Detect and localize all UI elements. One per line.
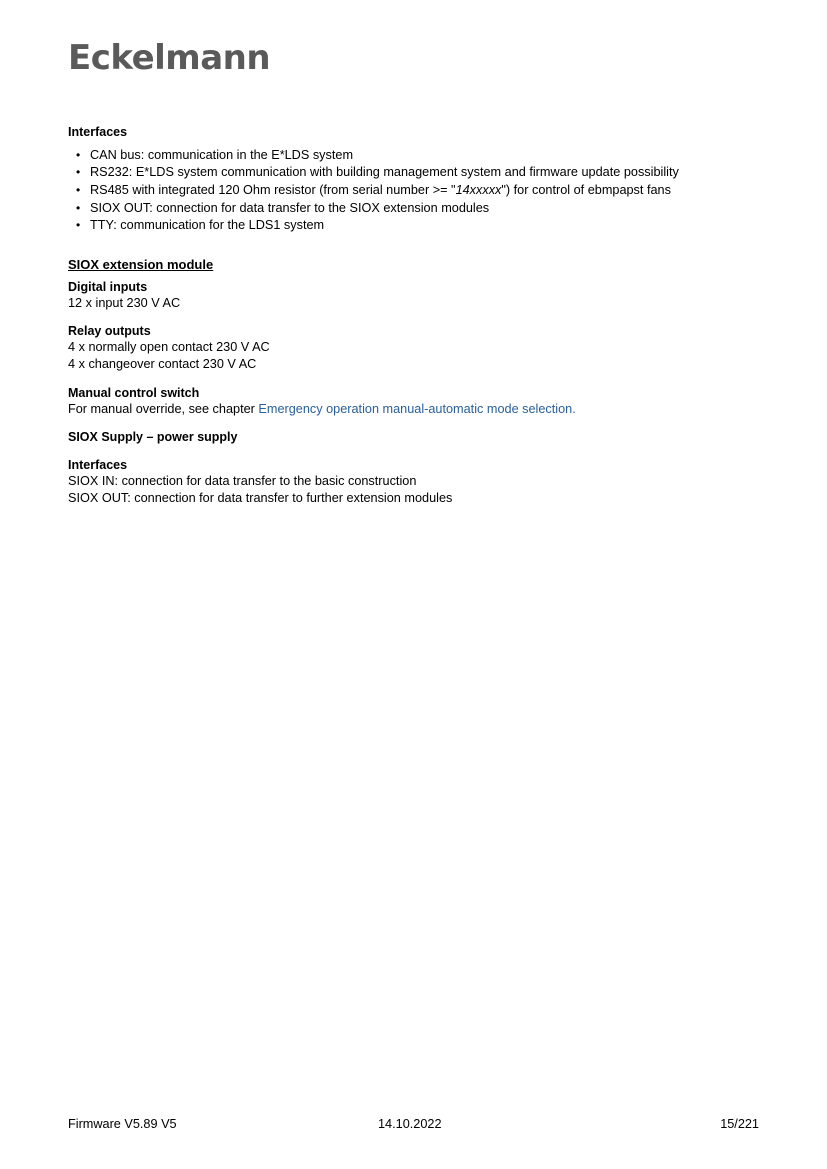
spacer	[68, 445, 768, 458]
cross-reference-link[interactable]: Emergency operation manual-automatic mode selection	[258, 401, 573, 416]
text-prefix: For manual override, see chapter	[68, 401, 259, 416]
list-item: • CAN bus: communication in the E*LDS system	[68, 147, 768, 164]
bullet-text-suffix: ") for control of ebmpapst fans	[501, 183, 671, 198]
manual-control-switch-text	[68, 401, 768, 418]
siox-extension-module-title: SIOX extension module	[68, 256, 214, 272]
list-item: • TTY: communication for the LDS1 system	[68, 217, 768, 234]
interfaces-bullet-list	[68, 147, 768, 234]
company-logo: Eckelmann	[68, 38, 271, 78]
footer-firmware-version: Firmware V5.89 V5	[68, 1117, 177, 1131]
manual-control-switch-heading: Manual control switch	[68, 385, 200, 400]
relay-outputs-line: 4 x normally open contact 230 V AC	[68, 340, 270, 355]
page-footer	[68, 1117, 759, 1131]
footer-date: 14.10.2022	[378, 1117, 442, 1131]
page-content	[68, 124, 768, 506]
digital-inputs-heading: Digital inputs	[68, 279, 148, 294]
list-item: • RS232: E*LDS system communication with building management system and firmware update possibility	[68, 164, 768, 181]
spacer	[68, 373, 768, 386]
relay-outputs-heading: Relay outputs	[68, 324, 151, 339]
bullet-text-italic: 14xxxxx	[455, 183, 502, 198]
spacer	[68, 417, 768, 430]
siox-interfaces-line: SIOX OUT: connection for data transfer to further extension modules	[68, 490, 453, 505]
list-item	[68, 182, 768, 199]
spacer	[68, 311, 768, 324]
relay-outputs-line: 4 x changeover contact 230 V AC	[68, 357, 257, 372]
bullet-text-prefix: RS485 with integrated 120 Ohm resistor (from serial number >= "	[90, 183, 456, 198]
footer-page-number: 15/221	[720, 1117, 759, 1131]
list-item: • SIOX OUT: connection for data transfer to the SIOX extension modules	[68, 200, 768, 217]
text-suffix: .	[572, 401, 576, 416]
siox-supply-heading: SIOX Supply – power supply	[68, 430, 238, 445]
siox-interfaces-line: SIOX IN: connection for data transfer to the basic construction	[68, 474, 417, 489]
digital-inputs-line: 12 x input 230 V AC	[68, 295, 181, 310]
interfaces-heading: Interfaces	[68, 125, 128, 139]
siox-interfaces-heading: Interfaces	[68, 458, 128, 473]
spacer	[68, 235, 768, 257]
